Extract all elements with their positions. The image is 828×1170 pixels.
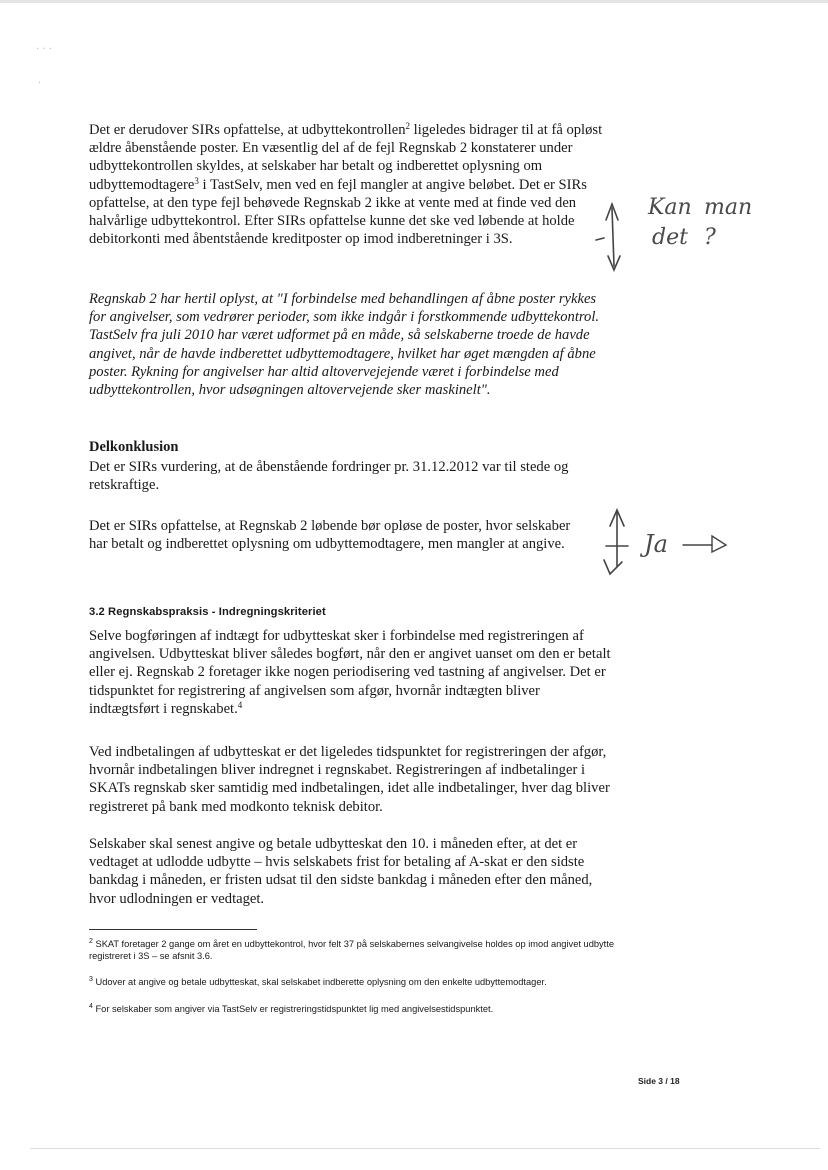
scan-speck: · (38, 78, 42, 89)
paragraph-conclusion: Det er SIRs vurdering, at de åbenstående fordringer pr. 31.12.2012 var til stede og retskraftige. (89, 459, 569, 494)
quote-end: ". (480, 382, 491, 399)
scan-speck: · · · (36, 44, 52, 55)
footnote-text: Udover at angive og betale udbytteskat, skal selskabet indberette oplysning om den enkelte udbyttemodtager. (92, 977, 547, 987)
footnote-4 (89, 1003, 624, 1015)
paragraph-bookkeeping (89, 627, 613, 718)
handwritten-note-1-line-2: man (704, 195, 753, 220)
footnote-text: SKAT foretager 2 gange om året en udbyttekontrol, hvor felt 37 på selskabernes selvangivelse holdes op imod angivet udbytte registreret i 3S – se afsnit 3.6. (89, 939, 615, 962)
handwritten-note-1-line-4: ? (704, 225, 716, 250)
footnote-number: 3 (89, 976, 93, 983)
footnote-ref: 4 (237, 699, 243, 710)
top-edge-line (0, 0, 828, 3)
paragraph-deadline: Selskaber skal senest angive og betale udbytteskat den 10. i måneden efter, at det er vedtaget at udlodde udbytte – hvis selskabets frist for betaling af A-skat er den sidste bankdag i måneden, er fristen udsat til den sidste bankdag i måneden efter den måned, hvor udlodningen er vedtaget. (89, 836, 593, 907)
section-heading: 3.2 Regnskabspraksis - Indregningskriteriet (89, 606, 326, 618)
footnote-separator (89, 929, 257, 930)
handwritten-note-1-line-1: Kan (648, 195, 692, 220)
paragraph-bookkeeping-text: Selve bogføringen af indtægt for udbytteskat sker i forbindelse med registreringen af angivelsen. Udbytteskat bliver således bogført, når den er angivet uanset om den er betalt eller ej. Regnskab 2 foretager ikke nogen periodisering ved tastning af angivelser. Det er tidspunktet for registrering af angivelsen som afgør, hvornår indtægten bliver indtægtsført i regnskabet. (89, 628, 611, 717)
handwritten-note-2: Ja (644, 530, 668, 558)
margin-arrow-right (683, 536, 726, 552)
bottom-edge-line (30, 1148, 820, 1149)
handwritten-note-1 (647, 195, 752, 250)
quote-intro: Regnskab 2 har hertil oplyst, at " (89, 291, 283, 307)
footnote-number: 4 (89, 1003, 93, 1010)
handwritten-note-1-line-3: det (652, 225, 688, 250)
footnote-ref: 3 (194, 175, 199, 186)
paragraph-1-text-b: ligeledes bidrager til at få opløst ældre åbenstående poster. En væsentlig del af de fejl Regnskab 2 konstaterer under udbyttekontrollen skyldes, at selskaber har betalt og indberettet oplysning om udbyttemodtagere (89, 122, 603, 193)
page-number: Side 3 / 18 (638, 1076, 680, 1086)
footnote-3 (89, 976, 624, 988)
paragraph-1-text-a: Det er derudover SIRs opfattelse, at udbyttekontrollen (89, 122, 406, 138)
quote-paragraph (89, 290, 613, 399)
paragraph-1 (89, 121, 613, 248)
subheading-delkonklusion: Delkonklusion (89, 439, 179, 455)
footnote-text: For selskaber som angiver via TastSelv er registreringstidspunktet lig med angivelsestidspunktet. (92, 1004, 494, 1014)
paragraph-opinion: Det er SIRs opfattelse, at Regnskab 2 løbende bør opløse de poster, hvor selskaber har betalt og indberettet oplysning om udbyttemodtagere, men mangler at angive. (89, 518, 571, 553)
quote-body: I forbindelse med behandlingen af åbne poster rykkes for angivelser, som vedrører perioder, som ikke indgår i forstkommende udbyttekontrol. TastSelv fra juli 2010 har været udformet på en måde, så selskaberne troede de havde angivet, når de havde indberettet udbyttemodtagere, hvilket har øget mængden af åbne poster. Rykning for angivelser har altid altovervejejende været i forbindelse med udbyttekontrollen, hvor udsøgningen altovervejende sker maskinelt (89, 291, 600, 399)
paragraph-payments: Ved indbetalingen af udbytteskat er det ligeledes tidspunktet for registreringen der afgør, hvornår indbetalingen bliver indregnet i regnskabet. Registreringen af indbetalinger i SKATs regnskab sker samtidig med indbetalingen, idet alle indbetalinger, hver dag bliver registreret på bank med modkonto teknisk debitor. (89, 744, 610, 815)
paragraph-1-text-c: i TastSelv, men ved en fejl mangler at angive beløbet. Det er SIRs opfattelse, at den type fejl behøvede Regnskab 2 ikke at vente med at finde ved den halvårlige udbyttekontrol. Efter SIRs opfattelse kunne det ske ved løbende at holde debitorkonti med åbentstående kreditposter op imod indberetninger i 3S. (89, 176, 587, 248)
margin-arrow-2 (604, 510, 628, 574)
footnote-number: 2 (89, 938, 93, 945)
footnote-2 (89, 938, 624, 963)
footnote-ref: 2 (405, 121, 411, 131)
